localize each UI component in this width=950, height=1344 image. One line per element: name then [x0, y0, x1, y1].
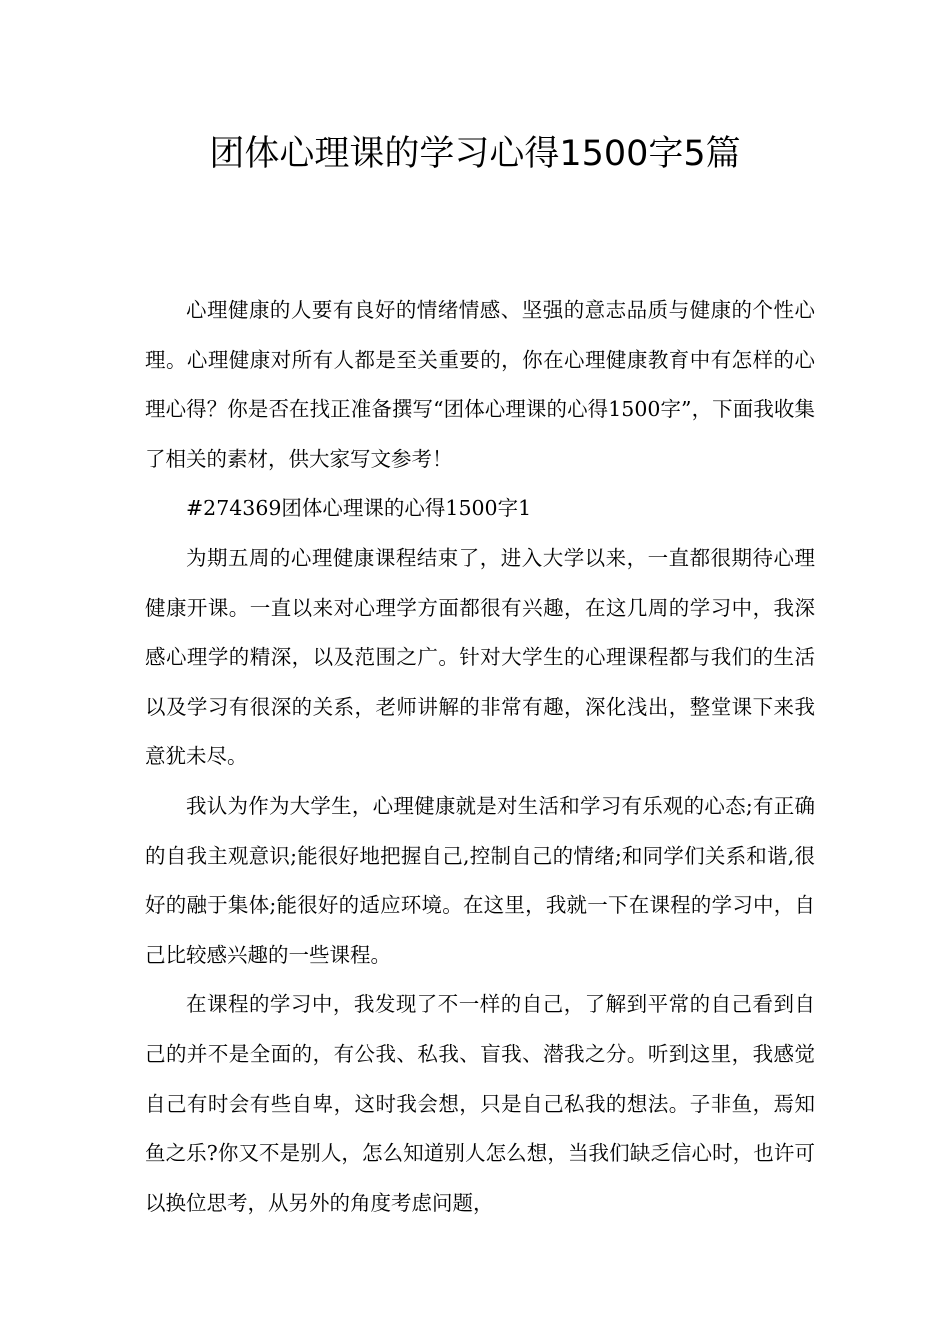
- document-body: [145, 286, 815, 1228]
- section-heading: #274369团体心理课的心得1500字1: [186, 496, 532, 521]
- body-paragraph: 为期五周的心理健康课程结束了，进入大学以来，一直都很期待心理健康开课。一直以来对心理学方面都很有兴趣，在这几周的学习中，我深感心理学的精深，以及范围之广。针对大学生的心理课程都与我们的生活以及学习有很深的关系，老师讲解的非常有趣，深化浅出，整堂课下来我意犹未尽。: [145, 545, 815, 769]
- intro-paragraph: 心理健康的人要有良好的情绪情感、坚强的意志品质与健康的个性心理。心理健康对所有人都是至关重要的，你在心理健康教育中有怎样的心理心得？你是否在找正准备撰写“团体心理课的心得1500字”，下面我收集了相关的素材，供大家写文参考！: [145, 298, 815, 471]
- page-title: 团体心理课的学习心得1500字5篇: [209, 134, 741, 174]
- body-paragraph: 我认为作为大学生，心理健康就是对生活和学习有乐观的心态;有正确的自我主观意识;能很好地把握自己,控制自己的情绪;和同学们关系和谐,很好的融于集体;能很好的适应环境。在这里，我就一下在课程的学习中，自己比较感兴趣的一些课程。: [145, 793, 815, 967]
- body-paragraph: 在课程的学习中，我发现了不一样的自己，了解到平常的自己看到自己的并不是全面的，有公我、私我、盲我、潜我之分。听到这里，我感觉自己有时会有些自卑，这时我会想，只是自己私我的想法。子非鱼，焉知鱼之乐?你又不是别人，怎么知道别人怎么想，当我们缺乏信心时，也许可以换位思考，从另外的角度考虑问题，: [145, 992, 815, 1215]
